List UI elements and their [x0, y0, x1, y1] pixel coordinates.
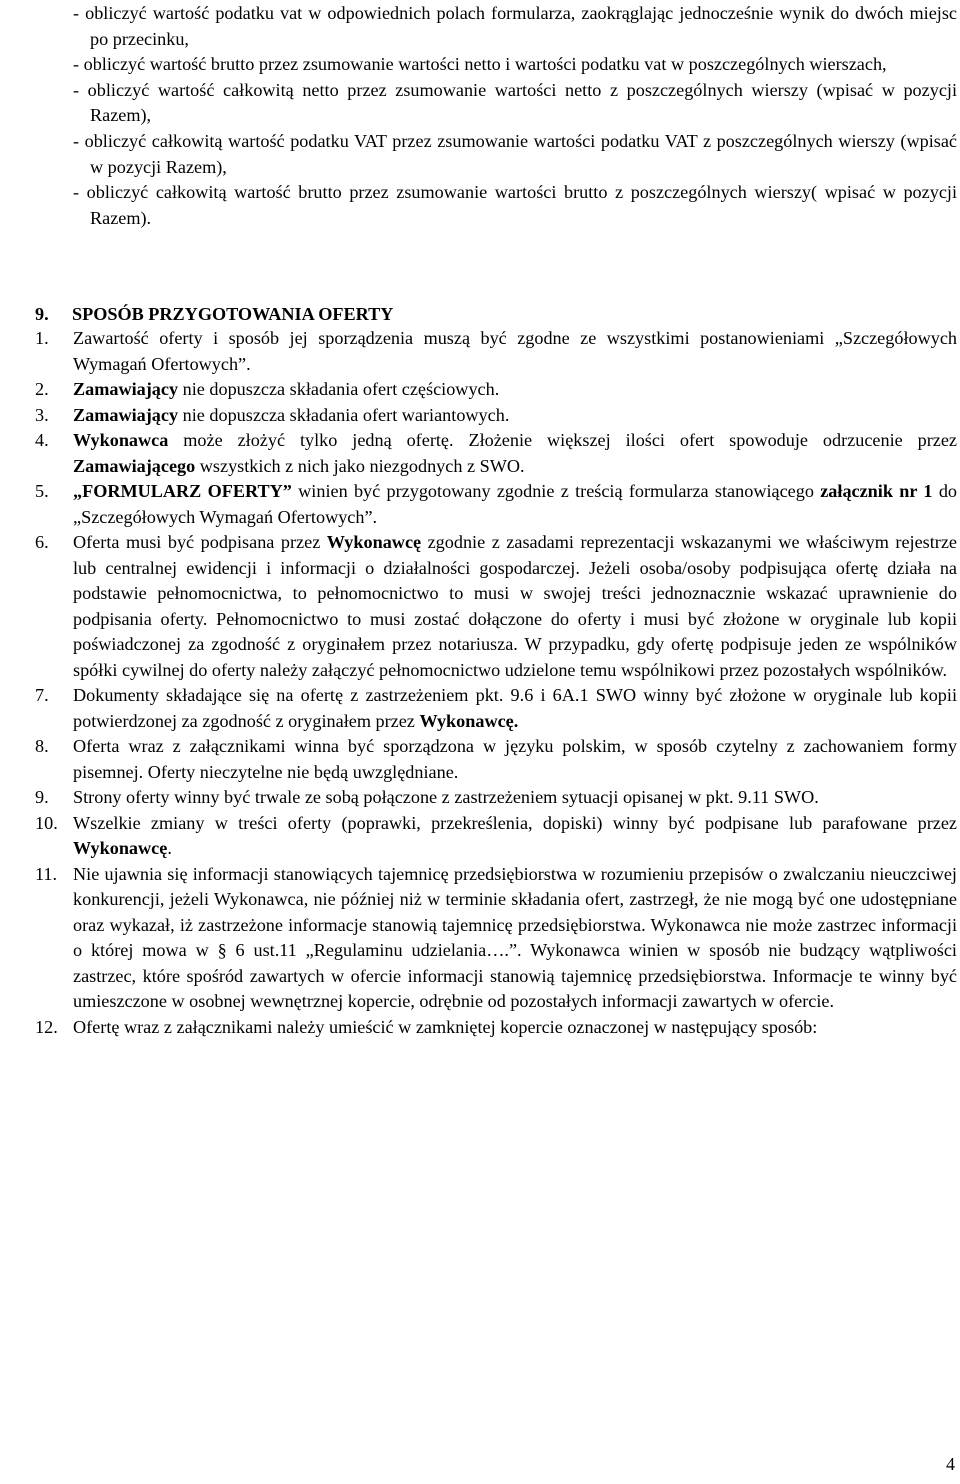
list-item-1 — [35, 326, 957, 377]
text-run: do „Szczegółowych Wymagań Ofertowych”. — [73, 481, 958, 527]
bold-text: Wykonawcę. — [419, 710, 519, 731]
list-item-text — [73, 428, 957, 479]
list-item-number: 7. — [35, 685, 49, 705]
list-item-number: 8. — [35, 736, 49, 756]
text-run: nie dopuszcza składania ofert wariantowych. — [178, 404, 510, 425]
list-item-text — [73, 683, 957, 734]
list-item-number: 2. — [35, 379, 49, 399]
list-item-text — [73, 785, 957, 811]
bold-text: Zamawiający — [73, 379, 179, 399]
bold-text: Zamawiający — [73, 404, 179, 425]
list-item-text — [73, 377, 957, 403]
list-item-6 — [35, 530, 957, 683]
list-item-number: 10. — [35, 812, 58, 833]
list-item-text — [73, 403, 957, 429]
bold-text: Wykonawcę — [73, 838, 168, 858]
text-run: Ofertę wraz z załącznikami należy umieścić w zamkniętej kopercie oznaczonej w następujący sposób: — [73, 1016, 818, 1037]
text-run: Wszelkie zmiany w treści oferty (poprawki, przekreślenia, dopiski) winny być podpisane lub parafowane przez — [73, 812, 957, 833]
list-item-number: 3. — [35, 404, 49, 425]
list-item-text — [73, 1015, 957, 1041]
section-number: 9. — [35, 304, 49, 324]
text-run: nie dopuszcza składania ofert częściowych. — [178, 379, 500, 399]
list-item-7 — [35, 683, 957, 734]
bold-text: załącznik nr 1 — [820, 481, 933, 501]
bold-text: „FORMULARZ OFERTY” — [73, 481, 292, 501]
list-item-11 — [35, 862, 957, 1015]
calculation-instructions-list — [73, 1, 957, 231]
numbered-list — [35, 326, 957, 1040]
text-run: Zawartość oferty i sposób jej sporządzenia muszą być zgodne ze wszystkimi postanowieniami „Szczegółowych Wymagań Ofertowych”. — [73, 328, 957, 374]
list-item-number: 9. — [35, 787, 49, 807]
text-run: . — [167, 838, 172, 858]
dash-item: - obliczyć wartość całkowitą netto przez zsumowanie wartości netto z poszczególnych wierszy (wpisać w pozycji Razem), — [73, 79, 957, 126]
list-item-text — [73, 326, 957, 377]
bold-text: Wykonawca — [73, 430, 169, 450]
list-item-9 — [35, 785, 957, 811]
bold-text: Zamawiającego — [73, 455, 196, 476]
list-item-4 — [35, 428, 957, 479]
dash-item: - obliczyć wartość podatku vat w odpowiednich polach formularza, zaokrąglając jednocześnie wynik do dwóch miejsc po przecinku, — [73, 3, 957, 49]
list-item-12 — [35, 1015, 957, 1041]
list-item-text — [73, 479, 957, 530]
list-item-text — [73, 862, 957, 1015]
text-run: Strony oferty winny być trwale ze sobą połączone z zastrzeżeniem sytuacji opisanej w pkt. 9.11 SWO. — [73, 787, 819, 807]
list-item-2 — [35, 377, 957, 403]
text-run: Nie ujawnia się informacji stanowiących tajemnicę przedsiębiorstwa w rozumieniu przepisów o zwalczaniu nieuczciwej konkurencji, jeżeli Wykonawca, nie później niż w terminie składania ofert, zastrzegł, że nie mogą być one udostępniane oraz wykazał, iż zastrzeżone informacje stanowią tajemnicę przedsiębiorstwa. Wykonawca nie może zastrzec informacji o której mowa w § 6 ust.11 „Regulaminu udzielania….”. Wykonawca winien w sposób nie budzący wątpliwości zastrzec, które spośród zawartych w ofercie informacji stanowią tajemnicę przedsiębiorstwa. Informacje te winny być umieszczone w osobnej wewnętrznej kopercie, odrębnie od pozostałych informacji zawartych w ofercie. — [73, 863, 957, 1011]
text-run: Oferta musi być podpisana przez — [73, 532, 327, 552]
list-item-text — [73, 811, 957, 862]
list-item-10 — [35, 811, 957, 862]
page-number: 4 — [946, 1454, 955, 1474]
text-run: zgodnie z zasadami reprezentacji wskazanymi we właściwym rejestrze lub centralnej ewidencji i informacji o działalności gospodarczej. Jeżeli osoba/osoby podpisująca ofertę działa na podstawie pełnomocnictwa, to pełnomocnictwo to musi w swojej treści jednoznacznie wskazać uprawnienie do podpisania oferty. Pełnomocnictwo to musi zostać dołączone do oferty i musi być złożone w oryginale lub kopii poświadczonej za zgodność z oryginałem przez notariusza. W przypadku, gdy ofertę podpisuje jeden ze wspólników spółki cywilnej do oferty należy załączyć pełnomocnictwo udzielone temu wspólnikowi przez pozostałych wspólników. — [73, 532, 957, 680]
dash-item: - obliczyć wartość brutto przez zsumowanie wartości netto i wartości podatku vat w poszczególnych wierszach, — [73, 54, 887, 75]
text-run: Oferta wraz z załącznikami winna być sporządzona w języku polskim, w sposób czytelny z zachowaniem formy pisemnej. Oferty nieczytelne nie będą uwzględniane. — [73, 736, 957, 782]
list-item-number: 11. — [35, 863, 58, 884]
text-run: winien być przygotowany zgodnie z treścią formularza stanowiącego — [291, 481, 821, 501]
section-heading — [35, 302, 393, 326]
text-run: wszystkich z nich jako niezgodnych z SWO. — [195, 455, 525, 476]
list-item-text — [73, 530, 957, 683]
list-item-5 — [35, 479, 957, 530]
list-item-number: 5. — [35, 481, 49, 501]
text-run: może złożyć tylko jedną ofertę. Złożenie większej ilości ofert spowoduje odrzucenie przez — [168, 430, 957, 450]
section-title-text: SPOSÓB PRZYGOTOWANIA OFERTY — [72, 304, 394, 324]
dash-item: - obliczyć całkowitą wartość podatku VAT przez zsumowanie wartości podatku VAT z poszczególnych wierszy (wpisać w pozycji Razem), — [73, 130, 957, 177]
list-item-3 — [35, 403, 957, 429]
bold-text: Wykonawcę — [326, 532, 422, 552]
list-item-8 — [35, 734, 957, 785]
list-item-number: 1. — [35, 328, 49, 348]
list-item-number: 12. — [35, 1016, 58, 1037]
list-item-text — [73, 734, 957, 785]
list-item-number: 6. — [35, 532, 49, 552]
text-run: Dokumenty składające się na ofertę z zastrzeżeniem pkt. 9.6 i 6A.1 SWO winny być złożone w oryginale lub kopii potwierdzonej za zgodność z oryginałem przez — [73, 685, 957, 731]
dash-item: - obliczyć całkowitą wartość brutto przez zsumowanie wartości brutto z poszczególnych wierszy( wpisać w pozycji Razem). — [73, 182, 957, 228]
list-item-number: 4. — [35, 430, 49, 450]
